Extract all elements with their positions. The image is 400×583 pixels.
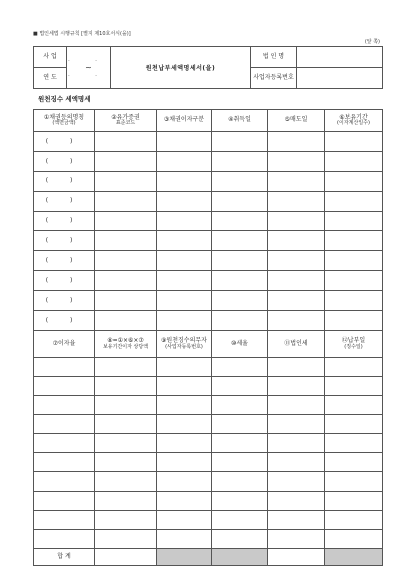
table2-cell[interactable] (212, 377, 268, 396)
table1-row (34, 291, 383, 311)
total-label: 합 계 (34, 548, 95, 565)
table1-header-2 (95, 110, 157, 132)
table2-cell[interactable] (268, 529, 325, 548)
table2-cell[interactable] (34, 415, 95, 434)
table1-cell[interactable] (157, 191, 212, 211)
table1-header-5 (268, 110, 325, 132)
table1-cell[interactable] (268, 132, 325, 152)
table2-cell[interactable] (325, 434, 383, 453)
table2-cell[interactable] (95, 357, 157, 376)
amount-parenthesis: ( ) (45, 137, 83, 145)
table1-header-6 (325, 110, 383, 132)
table2-cell[interactable] (325, 491, 383, 510)
table2-cell[interactable] (325, 377, 383, 396)
table2-cell[interactable] (34, 472, 95, 491)
table1-cell[interactable] (268, 311, 325, 331)
table2-cell[interactable] (34, 491, 95, 510)
table2-cell[interactable] (157, 377, 212, 396)
table2-cell[interactable] (157, 453, 212, 472)
table1-cell[interactable] (212, 132, 268, 152)
page-side-label: (앞 쪽) (364, 39, 380, 45)
period-separator: ~ (85, 63, 92, 72)
corp-name-field[interactable] (297, 47, 383, 68)
table1-header-6-subtitle: (이자계산일수) (337, 120, 370, 127)
table1-cell[interactable] (157, 251, 212, 271)
table1-header-5-title: ⑤매도일 (284, 116, 308, 124)
table1-row (34, 271, 383, 291)
table1-cell[interactable] (325, 231, 383, 251)
total-cell[interactable] (268, 548, 325, 565)
table2-cell[interactable] (325, 453, 383, 472)
section-title: 원천징수 세액명세 (38, 95, 91, 103)
table2-cell[interactable] (325, 396, 383, 415)
business-year-label-2: 연 도 (34, 68, 67, 89)
table2-cell[interactable] (95, 510, 157, 529)
table2-cell[interactable] (95, 491, 157, 510)
table1-header-1-subtitle: (액면금액) (52, 120, 76, 127)
total-cell (157, 548, 212, 565)
table1-cell[interactable] (34, 291, 95, 311)
table1-cell[interactable] (212, 151, 268, 171)
table1-row (34, 171, 383, 191)
table2-cell[interactable] (95, 396, 157, 415)
amount-parenthesis: ( ) (45, 256, 83, 264)
table2-row (34, 415, 383, 434)
amount-parenthesis: ( ) (45, 296, 83, 304)
business-year-label-1: 사 업 (34, 47, 67, 68)
table1-header-1 (34, 110, 95, 132)
table2-cell[interactable] (212, 510, 268, 529)
table1-cell[interactable] (212, 191, 268, 211)
table1-cell[interactable] (212, 311, 268, 331)
amount-parenthesis: ( ) (45, 237, 83, 245)
table2-header-2 (95, 330, 157, 357)
table1-cell[interactable] (212, 231, 268, 251)
table1-cell[interactable] (34, 171, 95, 191)
table2-cell[interactable] (34, 434, 95, 453)
table1-cell[interactable] (95, 211, 157, 231)
table1-cell[interactable] (95, 191, 157, 211)
table2-row (34, 529, 383, 548)
form-title: 원천납부세액명세서(을) (111, 47, 251, 89)
table1-cell[interactable] (157, 271, 212, 291)
table2-row (34, 396, 383, 415)
table1-header-2-title: ②유가증권 (111, 113, 140, 121)
table2-cell[interactable] (268, 377, 325, 396)
table2-cell[interactable] (325, 529, 383, 548)
table2-header-2-title: ⑧=①×⑥×⑦ (107, 337, 144, 345)
table2-cell[interactable] (157, 357, 212, 376)
table2-cell[interactable] (212, 415, 268, 434)
table2-row (34, 434, 383, 453)
table1-header-3-title: ③채권이자구분 (163, 116, 205, 124)
table2-cell[interactable] (212, 491, 268, 510)
form-reference-note: ■ 법인세법 시행규칙 [별지 제10호서식(을)] (33, 31, 131, 37)
form-header-table (33, 46, 383, 89)
total-cell (212, 548, 268, 565)
table1-cell[interactable] (268, 211, 325, 231)
table2-row (34, 491, 383, 510)
total-cell[interactable] (95, 548, 157, 565)
amount-parenthesis: ( ) (45, 177, 83, 185)
table1-cell[interactable] (325, 191, 383, 211)
table2-row (34, 377, 383, 396)
table2-cell[interactable] (157, 434, 212, 453)
business-year-period[interactable] (67, 47, 111, 89)
table1-cell[interactable] (34, 251, 95, 271)
table2-header-1-title: ⑦이자율 (52, 339, 76, 347)
table1-cell[interactable] (325, 171, 383, 191)
table2-cell[interactable] (325, 510, 383, 529)
table2-cell[interactable] (268, 415, 325, 434)
table2-cell[interactable] (212, 357, 268, 376)
corp-name-label: 법 인 명 (251, 47, 297, 68)
table2-header-3 (157, 330, 212, 357)
table1-cell[interactable] (268, 151, 325, 171)
table1-cell[interactable] (95, 231, 157, 251)
table1-cell[interactable] (325, 271, 383, 291)
table2-cell[interactable] (157, 491, 212, 510)
table1-row (34, 231, 383, 251)
table1-cell[interactable] (95, 151, 157, 171)
period-end-dots: . . (68, 72, 109, 78)
table1-cell[interactable] (95, 311, 157, 331)
table1-cell[interactable] (157, 311, 212, 331)
table1-cell[interactable] (95, 251, 157, 271)
table1-header-3 (157, 110, 212, 132)
table1-row (34, 211, 383, 231)
table1-cell[interactable] (325, 251, 383, 271)
table1-row (34, 151, 383, 171)
table1-cell[interactable] (268, 251, 325, 271)
table1-cell[interactable] (157, 231, 212, 251)
table1-cell[interactable] (34, 132, 95, 152)
table2-cell[interactable] (268, 491, 325, 510)
table1-cell[interactable] (34, 311, 95, 331)
table2-cell[interactable] (268, 357, 325, 376)
table1-header-4 (212, 110, 268, 132)
table1-cell[interactable] (212, 211, 268, 231)
table2-header-4-title: ⑩세율 (231, 339, 248, 347)
table1-cell[interactable] (95, 132, 157, 152)
table2-cell[interactable] (157, 472, 212, 491)
table1-cell[interactable] (95, 171, 157, 191)
table2-cell[interactable] (95, 529, 157, 548)
table1-cell[interactable] (34, 271, 95, 291)
table1-header-4-title: ④취득일 (228, 116, 251, 124)
table2-row (34, 357, 383, 376)
table2-cell[interactable] (34, 453, 95, 472)
table1-cell[interactable] (268, 291, 325, 311)
table1-cell[interactable] (268, 271, 325, 291)
amount-parenthesis: ( ) (45, 157, 83, 165)
table2-cell[interactable] (95, 472, 157, 491)
table2-cell[interactable] (212, 453, 268, 472)
table1-row (34, 191, 383, 211)
table1-cell[interactable] (34, 191, 95, 211)
table1-cell[interactable] (325, 132, 383, 152)
table1-cell[interactable] (268, 171, 325, 191)
table1-cell[interactable] (157, 151, 212, 171)
table2-cell[interactable] (325, 357, 383, 376)
table2-cell[interactable] (95, 415, 157, 434)
biz-reg-number-field[interactable] (297, 68, 383, 89)
table1-cell[interactable] (157, 132, 212, 152)
table2-cell[interactable] (157, 396, 212, 415)
table2-cell[interactable] (268, 472, 325, 491)
amount-parenthesis: ( ) (45, 217, 83, 225)
table2-cell[interactable] (34, 357, 95, 376)
table1-header-6-title: ⑥보유기간 (339, 113, 368, 121)
table2-cell[interactable] (212, 529, 268, 548)
table1-cell[interactable] (212, 291, 268, 311)
table1-header-2-subtitle: 표준코드 (115, 120, 136, 127)
table2-cell[interactable] (34, 510, 95, 529)
table2-cell[interactable] (212, 434, 268, 453)
amount-parenthesis: ( ) (45, 316, 83, 324)
table2-cell[interactable] (34, 396, 95, 415)
withholding-table (33, 109, 383, 566)
table1-row (34, 251, 383, 271)
table1-header-1-title: ①채권등의명칭 (43, 113, 85, 121)
table1-cell[interactable] (268, 191, 325, 211)
table1-cell[interactable] (34, 151, 95, 171)
table2-row (34, 510, 383, 529)
table1-cell[interactable] (325, 211, 383, 231)
period-start-dots: . . (68, 57, 109, 63)
table2-cell[interactable] (212, 396, 268, 415)
table1-row (34, 311, 383, 331)
table2-cell[interactable] (268, 434, 325, 453)
table2-cell[interactable] (268, 453, 325, 472)
table2-cell[interactable] (268, 510, 325, 529)
table1-cell[interactable] (95, 271, 157, 291)
table1-cell[interactable] (212, 271, 268, 291)
table2-header-6 (325, 330, 383, 357)
table2-row (34, 472, 383, 491)
table1-cell[interactable] (157, 171, 212, 191)
table2-cell[interactable] (95, 377, 157, 396)
total-cell (325, 548, 383, 565)
table2-row (34, 453, 383, 472)
table2-cell[interactable] (95, 434, 157, 453)
total-row (34, 548, 383, 565)
table1-cell[interactable] (157, 291, 212, 311)
table2-header-2-subtitle: 보유기간이자 상당액 (102, 343, 149, 350)
table2-cell[interactable] (95, 453, 157, 472)
table2-header-1 (34, 330, 95, 357)
table2-cell[interactable] (157, 510, 212, 529)
table1-cell[interactable] (212, 251, 268, 271)
table2-header-3-title: ⑨원천징수의무자 (161, 337, 207, 345)
table2-cell[interactable] (325, 472, 383, 491)
amount-parenthesis: ( ) (45, 197, 83, 205)
table1-cell[interactable] (268, 231, 325, 251)
table2-cell[interactable] (325, 415, 383, 434)
table2-cell[interactable] (157, 415, 212, 434)
amount-parenthesis: ( ) (45, 276, 83, 284)
table1-cell[interactable] (325, 151, 383, 171)
table1-cell[interactable] (212, 171, 268, 191)
table1-cell[interactable] (325, 311, 383, 331)
table1-cell[interactable] (34, 211, 95, 231)
table1-cell[interactable] (157, 211, 212, 231)
biz-reg-number-label: 사업자등록번호 (251, 68, 297, 89)
table2-header-6-title: ⑫납부일 (341, 337, 366, 345)
table2-header-3-subtitle: (사업자등록번호) (165, 343, 203, 350)
table1-row (34, 132, 383, 152)
table2-cell[interactable] (157, 529, 212, 548)
table1-cell[interactable] (95, 291, 157, 311)
table2-cell[interactable] (34, 377, 95, 396)
table2-cell[interactable] (34, 529, 95, 548)
table1-cell[interactable] (34, 231, 95, 251)
table2-header-5 (268, 330, 325, 357)
table2-header-6-subtitle: (징수일) (344, 343, 363, 350)
table2-cell[interactable] (268, 396, 325, 415)
table2-header-5-title: ⑪법인세 (284, 339, 308, 347)
table1-cell[interactable] (325, 291, 383, 311)
table2-cell[interactable] (212, 472, 268, 491)
table2-header-4 (212, 330, 268, 357)
